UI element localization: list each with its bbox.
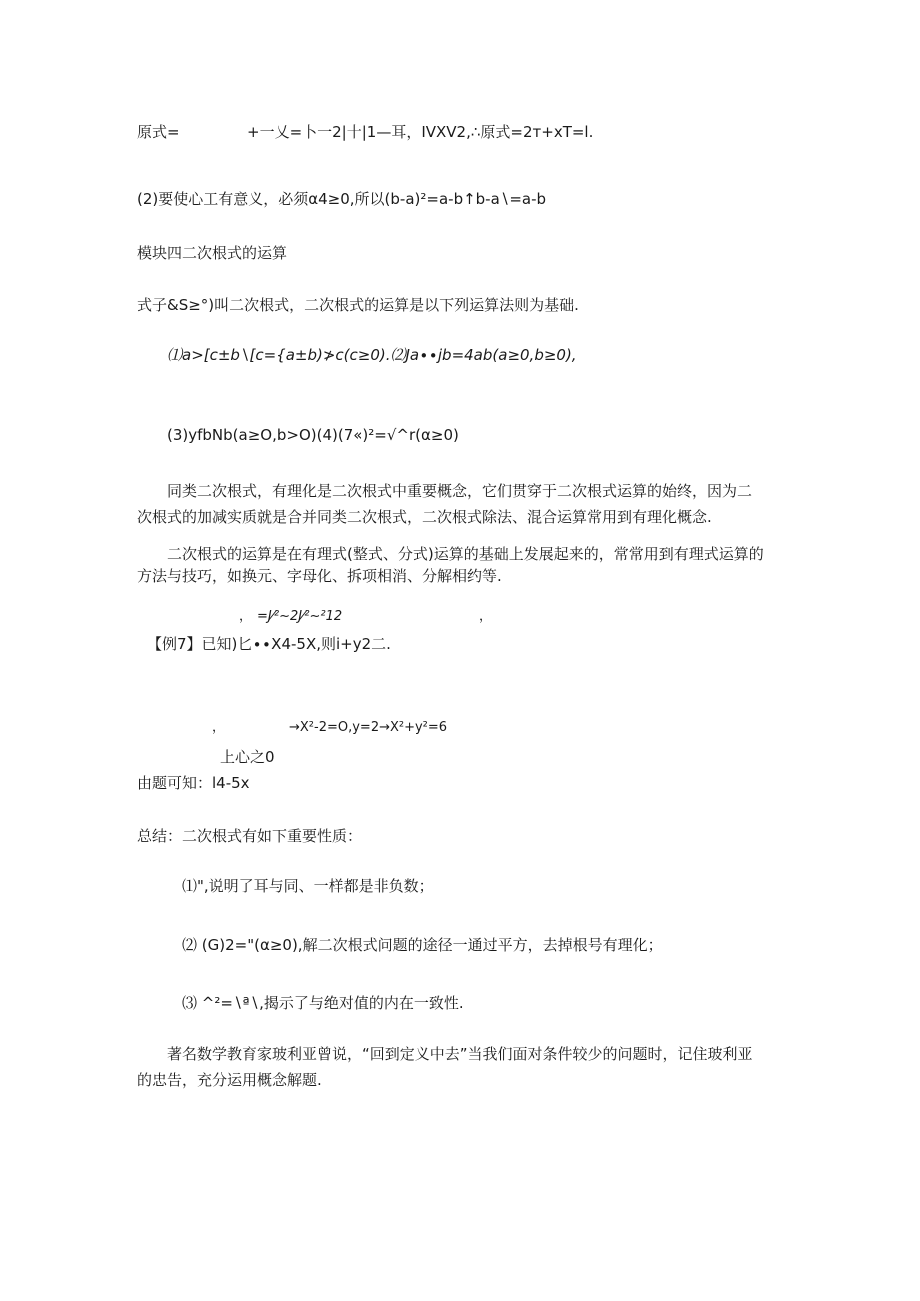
line-rules-3-4: (3)yfbNb(a≥O,b>O)(4)(7«)²=√^r(α≥0) (167, 426, 459, 444)
example7-statement: 【例7】已知)匕∙∙X4-5X,则i+y2二. (147, 635, 391, 653)
section-heading-module4: 模块四二次根式的运算 (137, 244, 288, 262)
summary-property-3: ⑶ ^²=∖ª∖,揭示了与绝对值的内在一致性. (182, 994, 464, 1012)
solution-condition: 上心之0 (220, 748, 275, 766)
example7-note-comma-right: ， (479, 609, 493, 624)
summary-property-1: ⑴",说明了耳与同、一样都是非负数； (182, 877, 434, 895)
paragraph-operations-line2: 方法与技巧，如换元、字母化、拆项相消、分解相约等. (137, 567, 502, 585)
example7-note-comma: ， (239, 609, 253, 624)
line-rules-1-2: ⑴a>[c±b∖[c={a±b)≯c(c≥0).⑵Ja∙∙jb=4ab(a≥0,b≥0), (167, 346, 577, 364)
paragraph-operations-line1: 二次根式的运算是在有理式(整式、分式)运算的基础上发展起来的，常常用到有理式运算的 (167, 545, 764, 563)
line-original-expression-label: 原式= (137, 123, 180, 141)
solution-given: 由题可知：l4-5x (137, 774, 250, 792)
line-condition-part2: (2)要使心工有意义，必须α4≥0,所以(b-a)²=a-b↑b-a∖=a-b (137, 190, 547, 208)
paragraph-similar-radicals-line1: 同类二次根式，有理化是二次根式中重要概念，它们贯穿于二次根式运算的始终，因为二 (167, 482, 753, 500)
line-definition: 式子&S≥°)叫二次根式，二次根式的运算是以下列运算法则为基础. (137, 296, 579, 314)
summary-heading: 总结：二次根式有如下重要性质： (137, 827, 363, 845)
closing-paragraph-line2: 的忠告，充分运用概念解题. (137, 1071, 322, 1089)
summary-property-2: ⑵ (G)2="(α≥0),解二次根式问题的途径一通过平方，去掉根号有理化； (182, 936, 663, 954)
closing-paragraph-line1: 著名数学教育家玻利亚曾说，“回到定义中去”当我们面对条件较少的问题时，记住玻利亚 (167, 1045, 753, 1063)
solution-comma: ， (212, 720, 226, 735)
paragraph-similar-radicals-line2: 次根式的加减实质就是合并同类二次根式，二次根式除法、混合运算常用到有理化概念. (137, 508, 712, 526)
example7-note-formula: =J⁄²~2J⁄²~²12 (257, 609, 343, 624)
solution-derivation: →X²-2=O,y=2→X²+y²=6 (289, 720, 448, 735)
line-original-expression-body: +一乂=卜一2|十|1—耳，IVXV2,∴原式=2т+xT=l. (247, 123, 594, 141)
